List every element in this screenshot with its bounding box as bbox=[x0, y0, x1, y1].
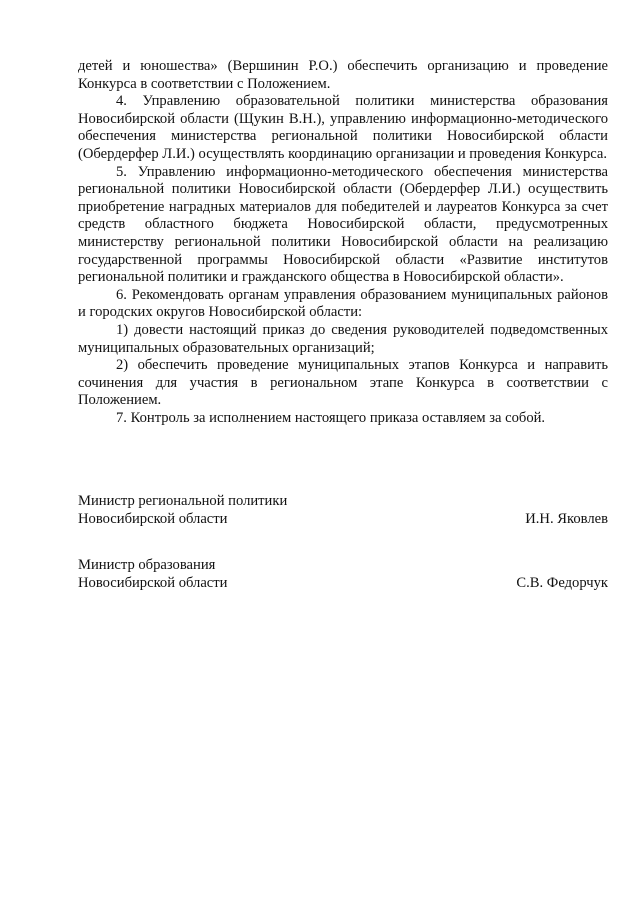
signature-title-line: Новосибирской области bbox=[78, 510, 228, 527]
signature-block-regional-policy bbox=[78, 493, 608, 528]
paragraph-item-6: 6. Рекомендовать органам управления образованием муниципальных районов и городских округов Новосибирской области: bbox=[78, 286, 608, 321]
signature-row bbox=[78, 511, 608, 529]
paragraph-subitem-1: 1) довести настоящий приказ до сведения руководителей подведомственных муниципальных образовательных организаций; bbox=[78, 321, 608, 356]
paragraph-subitem-2: 2) обеспечить проведение муниципальных этапов Конкурса и направить сочинения для участия в региональном этапе Конкурса в соответствии с Положением. bbox=[78, 357, 608, 409]
paragraph-item-4: 4. Управлению образовательной политики министерства образования Новосибирской области (Щукин В.Н.), управлению информационно-методического обеспечения министерства региональной политики Новосибирской области (Обердерфер Л.И.) осуществлять координацию организации и проведения Конкурса. bbox=[78, 93, 608, 162]
signatory-name: И.Н. Яковлев bbox=[525, 510, 608, 527]
signature-row bbox=[78, 575, 608, 593]
paragraph-item-5: 5. Управлению информационно-методического обеспечения министерства региональной политики Новосибирской области (Обердерфер Л.И.) осуществить приобретение наградных материалов для победителей и лауреатов Конкурса за счет средств областного бюджета Новосибирской области, предусмотренных министерству региональной политики Новосибирской области на реализацию государственной программы Новосибирской области «Развитие институтов региональной политики и гражданского общества в Новосибирской области». bbox=[78, 163, 608, 286]
signature-block-education bbox=[78, 557, 608, 592]
signature-title-line: Министр региональной политики bbox=[78, 493, 288, 509]
paragraph-continuation: детей и юношества» (Вершинин Р.О.) обеспечить организацию и проведение Конкурса в соответствии с Положением. bbox=[78, 58, 608, 92]
document-body bbox=[78, 58, 608, 427]
signature-title-line: Новосибирской области bbox=[78, 574, 228, 591]
signature-title-line: Министр образования bbox=[78, 557, 216, 573]
signatory-name: С.В. Федорчук bbox=[516, 574, 608, 591]
paragraph-item-7: 7. Контроль за исполнением настоящего приказа оставляем за собой. bbox=[116, 409, 546, 426]
